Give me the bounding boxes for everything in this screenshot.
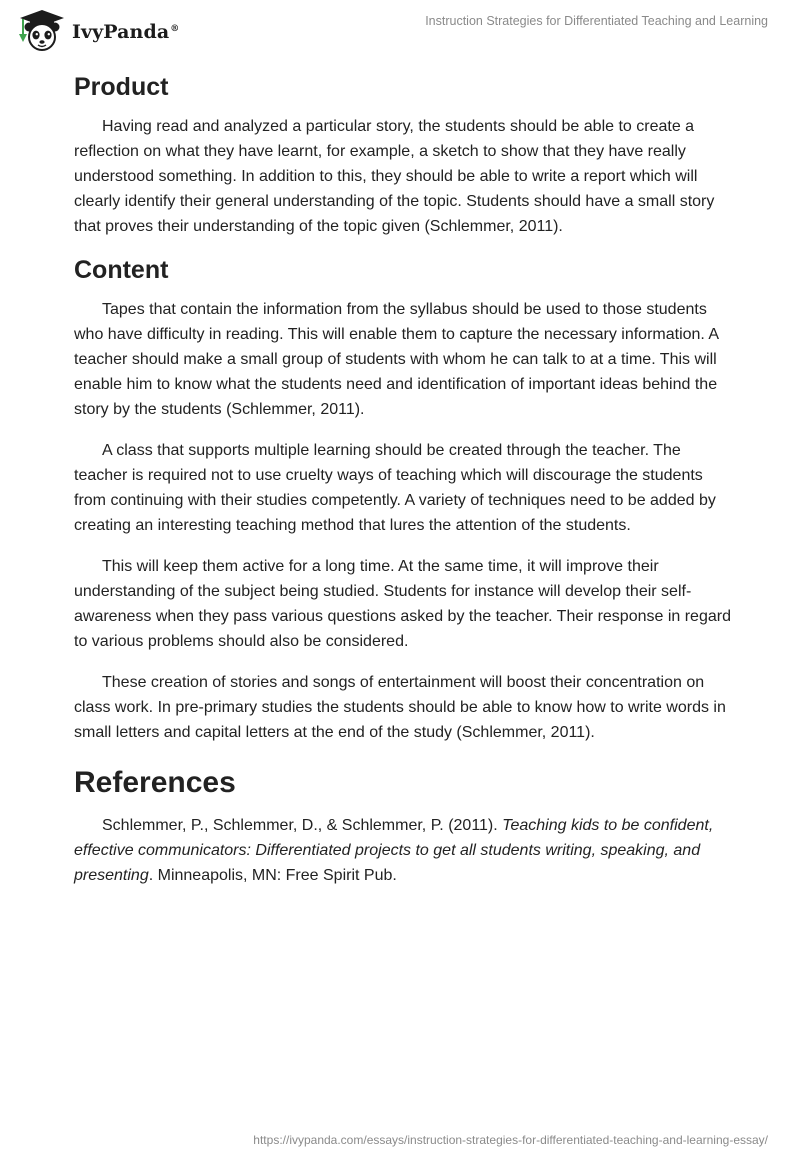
panda-graduation-cap-icon — [14, 8, 66, 52]
reference-authors: Schlemmer, P., Schlemmer, D., & Schlemmer, P. (2011). — [102, 817, 503, 834]
reference-publisher: . Minneapolis, MN: Free Spirit Pub. — [148, 867, 397, 884]
paragraph: Having read and analyzed a particular story, the students should be able to create a reflection on what they have learnt, for example, a sketch to show that they have really understood something. In addition to this, they should be able to write a report which will clearly identify their general understanding of the topic. Students should have a small story that proves their understanding of the topic given (Schlemmer, 2011). — [74, 118, 715, 235]
section-heading-references: References — [74, 766, 236, 799]
source-url[interactable]: https://ivypanda.com/essays/instruction-strategies-for-differentiated-teaching-and-learning-essay/ — [253, 1133, 768, 1147]
brand-name — [72, 21, 179, 43]
registered-mark: ® — [170, 23, 180, 34]
section-heading-content: Content — [74, 256, 169, 284]
paragraph: These creation of stories and songs of entertainment will boost their concentration on class work. In pre-primary studies the students should be able to know how to write words in small letters and capital letters at the end of the study (Schlemmer, 2011). — [74, 674, 726, 741]
reference-entry — [74, 813, 734, 888]
ivypanda-logo[interactable] — [14, 8, 179, 52]
paragraph: Tapes that contain the information from the syllabus should be used to those students who have difficulty in reading. This will enable them to capture the necessary information. A teacher should make a small group of students with whom he can talk to at a time. This will enable him to know what the students need and identification of important ideas behind the story by the students (Schlemmer, 2011). — [74, 301, 719, 418]
brand-text: IvyPanda — [72, 21, 170, 43]
running-title: Instruction Strategies for Differentiated Teaching and Learning — [425, 14, 768, 28]
page-header — [0, 0, 800, 60]
essay-body — [74, 70, 734, 888]
reference-title: Teaching kids to be confident, effective communicators: Differentiated projects to get all students writing, speaking, and presenting — [74, 817, 714, 884]
paragraph: This will keep them active for a long time. At the same time, it will improve their understanding of the subject being studied. Students for instance will develop their self-awareness when they pass various questions asked by the teacher. Their response in regard to various problems should also be considered. — [74, 558, 731, 650]
paragraph: A class that supports multiple learning should be created through the teacher. The teacher is required not to use cruelty ways of teaching which will discourage the students from continuing with their studies competently. A variety of techniques need to be added by creating an interesting teaching method that lures the attention of the students. — [74, 442, 716, 534]
section-heading-product: Product — [74, 73, 169, 101]
